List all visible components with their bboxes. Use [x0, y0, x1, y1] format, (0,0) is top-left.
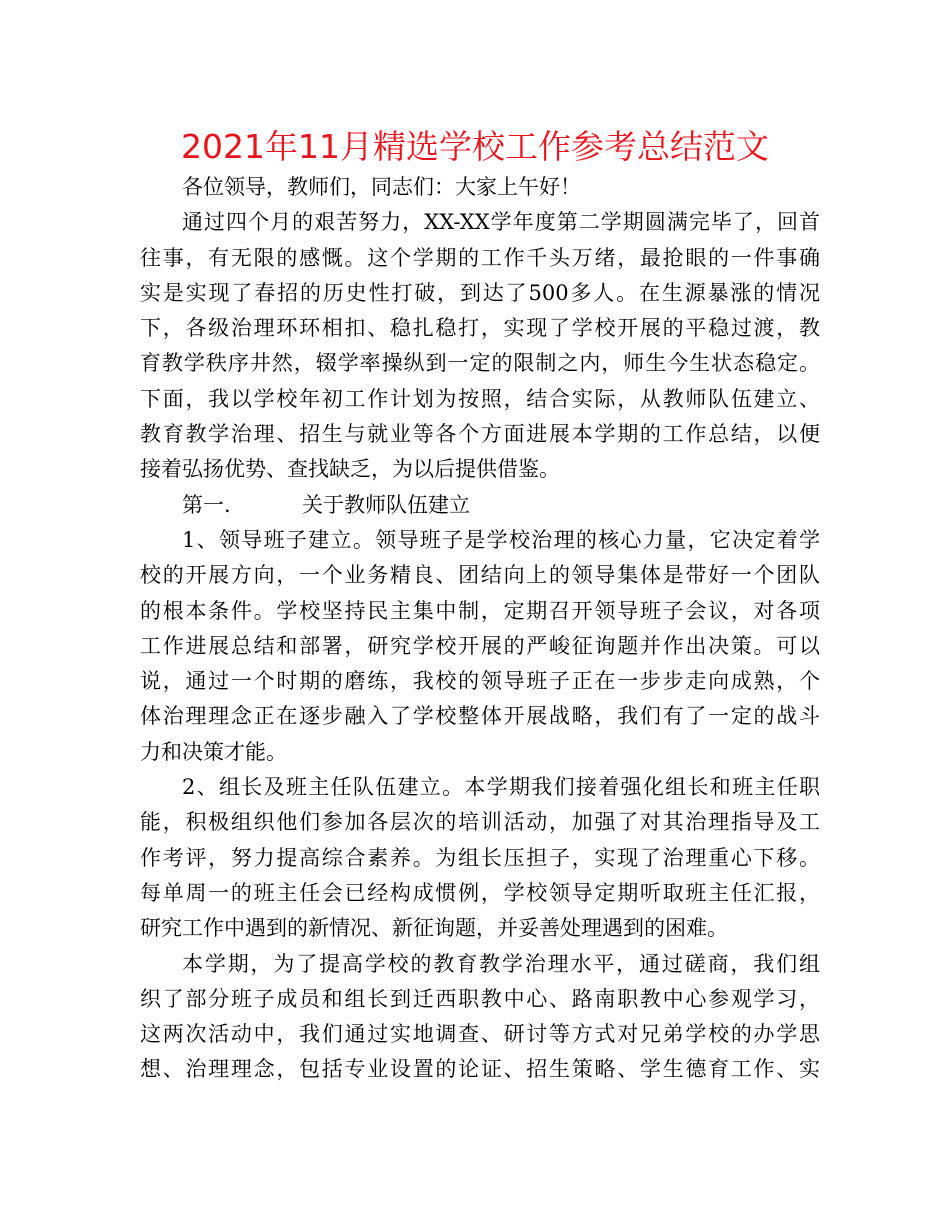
section-heading [140, 488, 820, 523]
paragraph-line: 1、领导班子建立。领导班子是学校治理的核心力量，它决定着学 [182, 527, 820, 552]
paragraph-line: 下面，我以学校年初工作计划为按照，结合实际，从教师队伍建立、 [140, 386, 820, 411]
paragraph-line: 接着弘扬优势、查找缺乏，为以后提供借鉴。 [140, 457, 560, 482]
greeting-line: 各位领导，教师们，同志们：大家上午好！ [182, 175, 581, 199]
paragraph-line: 校的开展方向，一个业务精良、团结向上的领导集体是带好一个团队 [140, 563, 820, 588]
paragraph-line: 往事，有无限的感慨。这个学期的工作千头万绪，最抢眼的一件事确 [140, 245, 820, 270]
paragraph-line: 教育教学治理、招生与就业等各个方面进展本学期的工作总结，以便 [140, 422, 820, 447]
paragraph-line: 2、组长及班主任队伍建立。本学期我们接着强化组长和班主任职 [182, 775, 820, 800]
paragraph-line: 说，通过一个时期的磨练，我校的领导班子正在一步步走向成熟，个 [140, 669, 820, 694]
document-title: 2021年11月精选学校工作参考总结范文 [181, 127, 769, 166]
paragraph-line: 能，积极组织他们参加各层次的培训活动，加强了对其治理指导及工 [140, 810, 820, 835]
paragraph-line: 研究工作中遇到的新情况、新征询题，并妥善处理遇到的困难。 [140, 916, 728, 941]
document-body [140, 170, 820, 1088]
paragraph-line: 下，各级治理环环相扣、稳扎稳打，实现了学校开展的平稳过渡，教 [140, 316, 820, 341]
paragraph-line: 织了部分班子成员和组长到迁西职教中心、路南职教中心参观学习， [140, 986, 820, 1011]
paragraph-line: 育教学秩序井然，辍学率操纵到一定的限制之内，师生今生状态稳定。 [140, 351, 820, 376]
paragraph-line: 每单周一的班主任会已经构成惯例，学校领导定期听取班主任汇报， [140, 880, 820, 905]
paragraph-line: 体治理理念正在逐步融入了学校整体开展战略，我们有了一定的战斗 [140, 704, 820, 729]
paragraph-line: 工作进展总结和部署，研究学校开展的严峻征询题并作出决策。可以 [140, 633, 820, 658]
paragraph-line: 力和决策才能。 [140, 739, 287, 764]
paragraph-line: 作考评，努力提高综合素养。为组长压担子，实现了治理重心下移。 [140, 845, 820, 870]
paragraph-line: 实是实现了春招的历史性打破，到达了500多人。在生源暴涨的情况 [140, 280, 820, 305]
paragraph-line: 本学期，为了提高学校的教育教学治理水平，通过磋商，我们组 [182, 951, 820, 976]
paragraph-line: 想、治理理念，包括专业设置的论证、招生策略、学生德育工作、实 [140, 1057, 820, 1082]
paragraph-line: 这两次活动中，我们通过实地调查、研讨等方式对兄弟学校的办学思 [140, 1022, 820, 1047]
paragraph-line: 通过四个月的艰苦努力，XX-XX学年度第二学期圆满完毕了，回首 [182, 210, 820, 235]
section-title: 关于教师队伍建立 [302, 492, 470, 517]
section-number: 第一. [182, 492, 231, 517]
paragraph-line: 的根本条件。学校坚持民主集中制，定期召开领导班子会议，对各项 [140, 598, 820, 623]
